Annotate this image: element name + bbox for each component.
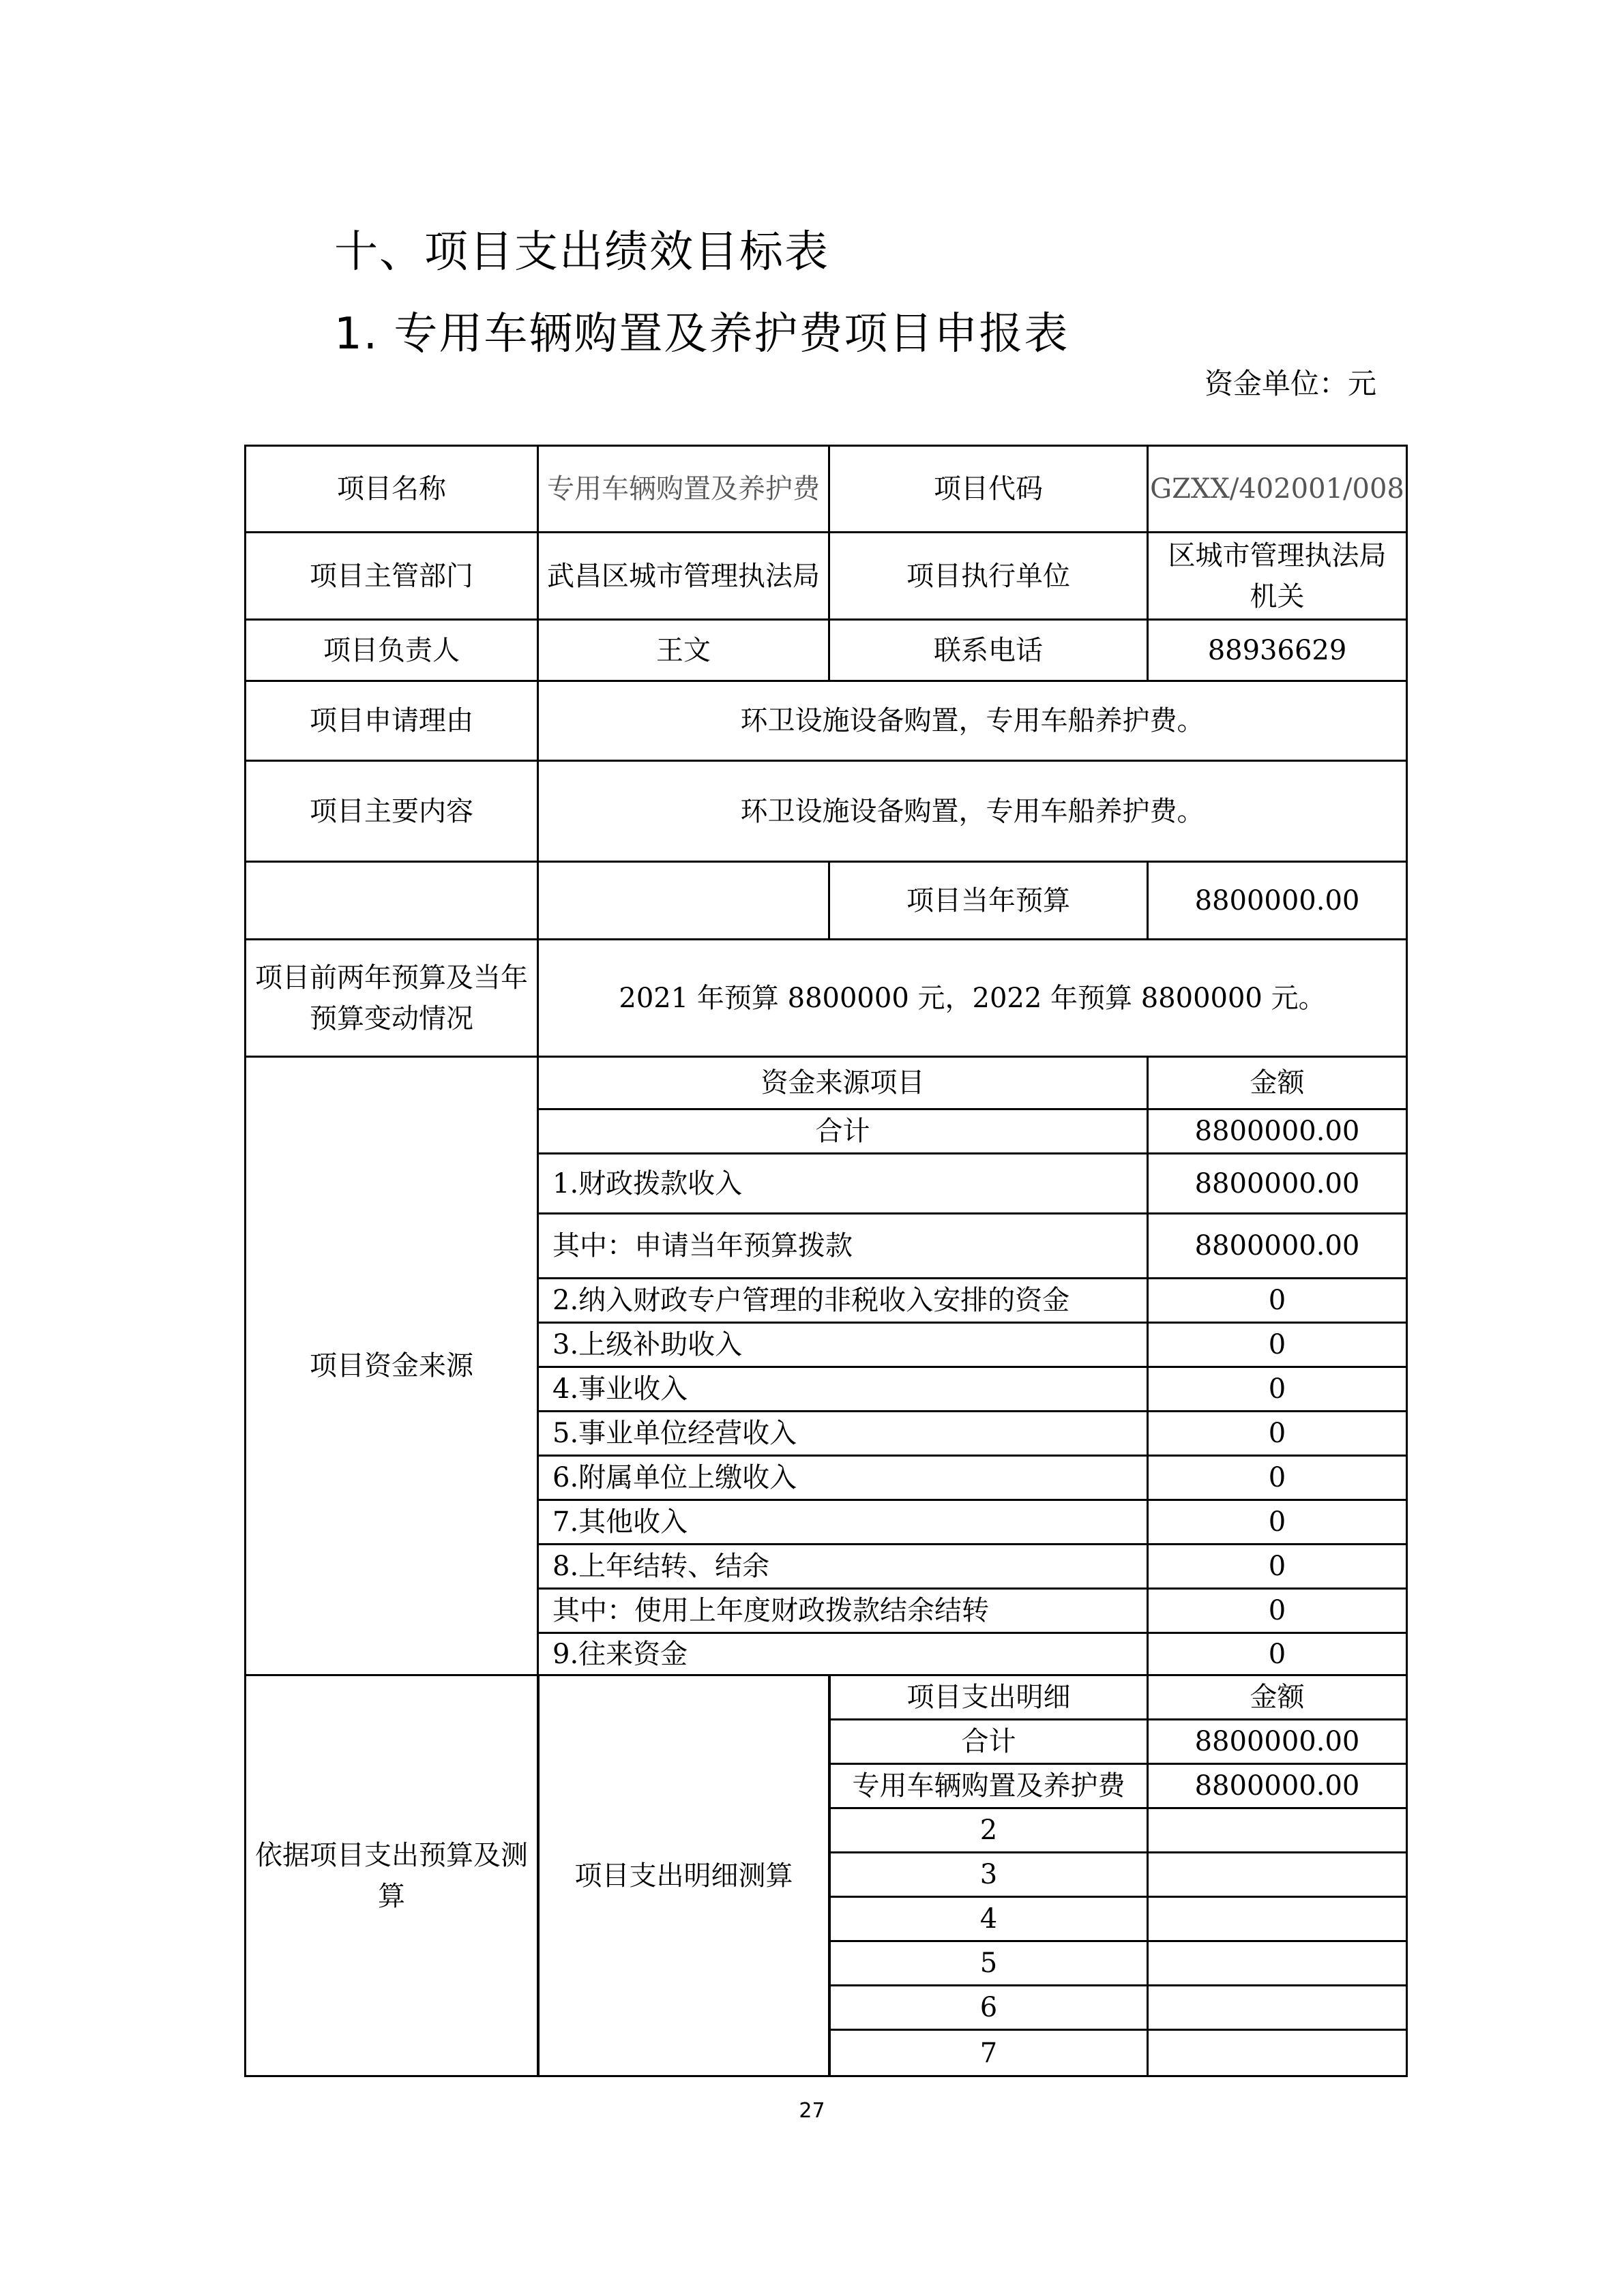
expense-amount [1147,1807,1406,1851]
expense-col-amount: 金额 [1147,1674,1406,1718]
expense-calc-label: 项目支出明细测算 [537,1674,828,2075]
funding-amount: 8800000.00 [1147,1108,1406,1152]
funding-item: 9.往来资金 [537,1632,1147,1674]
reason-label: 项目申请理由 [244,680,537,760]
funding-item: 5.事业单位经营收入 [537,1410,1147,1455]
funding-amount: 0 [1147,1322,1406,1366]
expense-col-item: 项目支出明细 [828,1674,1147,1718]
expense-basis-label: 依据项目支出预算及测算 [244,1674,537,2075]
funding-item: 其中：使用上年度财政拨款结余结转 [537,1587,1147,1632]
funding-item: 2.纳入财政专户管理的非税收入安排的资金 [537,1277,1147,1322]
funding-amount: 0 [1147,1632,1406,1674]
table-title: 1. 专用车辆购置及养护费项目申报表 [334,309,1069,359]
funding-amount: 0 [1147,1587,1406,1632]
exec-unit-label: 项目执行单位 [828,531,1147,618]
annual-budget-value: 8800000.00 [1147,861,1406,938]
funding-amount: 0 [1147,1455,1406,1499]
leader-label: 项目负责人 [244,618,537,680]
expense-item: 专用车辆购置及养护费 [828,1763,1147,1807]
phone-label: 联系电话 [828,618,1147,680]
funding-item: 1.财政拨款收入 [537,1152,1147,1212]
funding-item: 其中：申请当年预算拨款 [537,1212,1147,1277]
funding-item: 7.其他收入 [537,1499,1147,1543]
empty-cell [244,861,537,938]
leader-value: 王文 [537,618,828,680]
funding-amount: 0 [1147,1366,1406,1410]
project-code-value: GZXX/402001/008 [1147,445,1406,531]
table-border-bottom [244,2075,1408,2077]
reason-value: 环卫设施设备购置，专用车船养护费。 [537,680,1406,760]
budget-history-label: 项目前两年预算及当年预算变动情况 [244,938,537,1056]
phone-value: 88936629 [1147,618,1406,680]
expense-item: 合计 [828,1718,1147,1763]
expense-amount [1147,1940,1406,1984]
budget-history-value: 2021 年预算 8800000 元，2022 年预算 8800000 元。 [537,938,1406,1056]
project-name-label: 项目名称 [244,445,537,531]
page-heading: 十、项目支出绩效目标表 [334,227,829,278]
exec-unit-value: 区城市管理执法局机关 [1147,531,1406,618]
page-number: 27 [799,2099,825,2123]
content-label: 项目主要内容 [244,760,537,861]
funding-amount: 0 [1147,1499,1406,1543]
funding-item: 合计 [537,1108,1147,1152]
empty-cell [537,861,828,938]
project-name-value: 专用车辆购置及养护费 [537,445,828,531]
funding-amount: 0 [1147,1410,1406,1455]
currency-unit: 资金单位：元 [1204,367,1376,400]
content-value: 环卫设施设备购置，专用车船养护费。 [537,760,1406,861]
expense-item: 6 [828,1984,1147,2029]
expense-amount: 8800000.00 [1147,1763,1406,1807]
funding-amount: 8800000.00 [1147,1212,1406,1277]
expense-item: 4 [828,1896,1147,1940]
expense-item: 2 [828,1807,1147,1851]
funding-col-amount: 金额 [1147,1056,1406,1108]
funding-item: 3.上级补助收入 [537,1322,1147,1366]
funding-item: 8.上年结转、结余 [537,1543,1147,1587]
table-border-right [1406,445,1408,2077]
funding-item: 6.附属单位上缴收入 [537,1455,1147,1499]
expense-amount [1147,1984,1406,2029]
expense-amount: 8800000.00 [1147,1718,1406,1763]
funding-amount: 8800000.00 [1147,1152,1406,1212]
annual-budget-label: 项目当年预算 [828,861,1147,938]
expense-amount [1147,1896,1406,1940]
funding-amount: 0 [1147,1543,1406,1587]
expense-item: 7 [828,2029,1147,2075]
expense-amount [1147,1851,1406,1896]
project-code-label: 项目代码 [828,445,1147,531]
expense-item: 3 [828,1851,1147,1896]
funding-amount: 0 [1147,1277,1406,1322]
funding-source-label: 项目资金来源 [244,1056,537,1674]
department-value: 武昌区城市管理执法局 [537,531,828,618]
department-label: 项目主管部门 [244,531,537,618]
expense-item: 5 [828,1940,1147,1984]
funding-col-item: 资金来源项目 [537,1056,1147,1108]
expense-amount [1147,2029,1406,2075]
funding-item: 4.事业收入 [537,1366,1147,1410]
